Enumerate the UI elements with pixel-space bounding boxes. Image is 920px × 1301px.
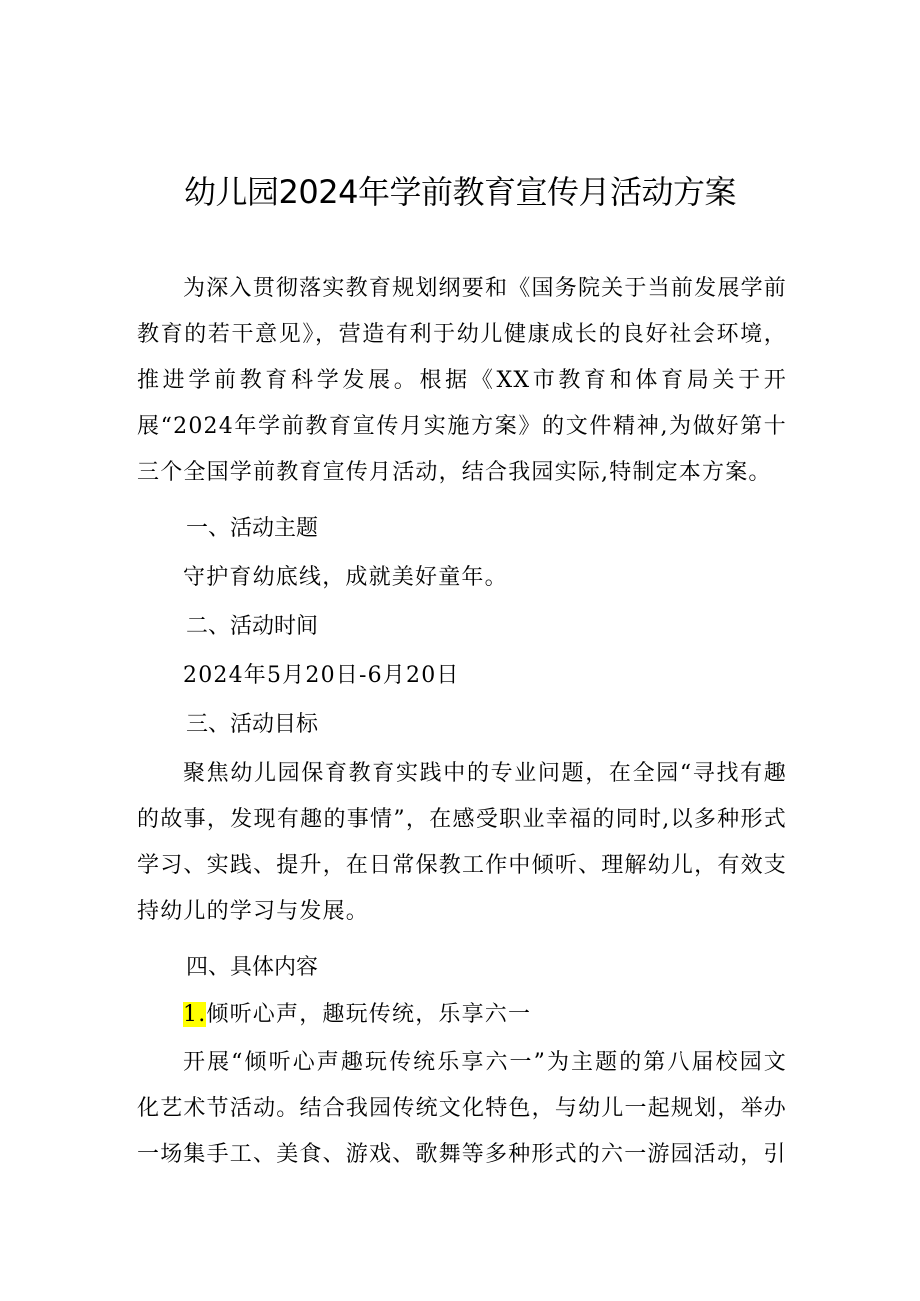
content-item-title	[183, 992, 803, 1038]
section-heading-time: 二、活动时间	[186, 614, 319, 639]
section-heading-theme: 一、活动主题	[186, 516, 319, 541]
content-paragraph: 开展“倾听心声趣玩传统乐享六一”为主题的第八届校园文化艺术节活动。结合我园传统文化特色，与幼儿一起规划，举办一场集手工、美食、游戏、歌舞等多种形式的六一游园活动，引	[137, 1050, 787, 1167]
section-heading-goal: 三、活动目标	[186, 712, 319, 737]
document-title: 幼儿园2024年学前教育宣传月活动方案	[184, 173, 736, 211]
theme-text: 守护育幼底线，成就美好童年。	[183, 565, 508, 590]
goal-paragraph: 聚焦幼儿园保育教育实践中的专业问题，在全园“寻找有趣的故事，发现有趣的事情”，在感受职业幸福的同时,以多种形式学习、实践、提升，在日常保教工作中倾听、理解幼儿，有效支持幼儿的学习与发展。	[137, 761, 787, 924]
section-heading-content: 四、具体内容	[186, 955, 319, 980]
intro-paragraph: 为深入贯彻落实教育规划纲要和《国务院关于当前发展学前教育的若干意见》，营造有利于幼儿健康成长的良好社会环境，推进学前教育科学发展。根据《XX市教育和体育局关于开展“2024年学前教育宣传月实施方案》的文件精神,为做好第十三个全国学前教育宣传月活动，结合我园实际,特制定本方案。	[137, 276, 787, 485]
item-title-text: 倾听心声，趣玩传统，乐享六一	[206, 1002, 532, 1027]
item-number-highlight: 1.	[183, 1002, 207, 1027]
time-text: 2024年5月20日-6月20日	[183, 663, 460, 688]
